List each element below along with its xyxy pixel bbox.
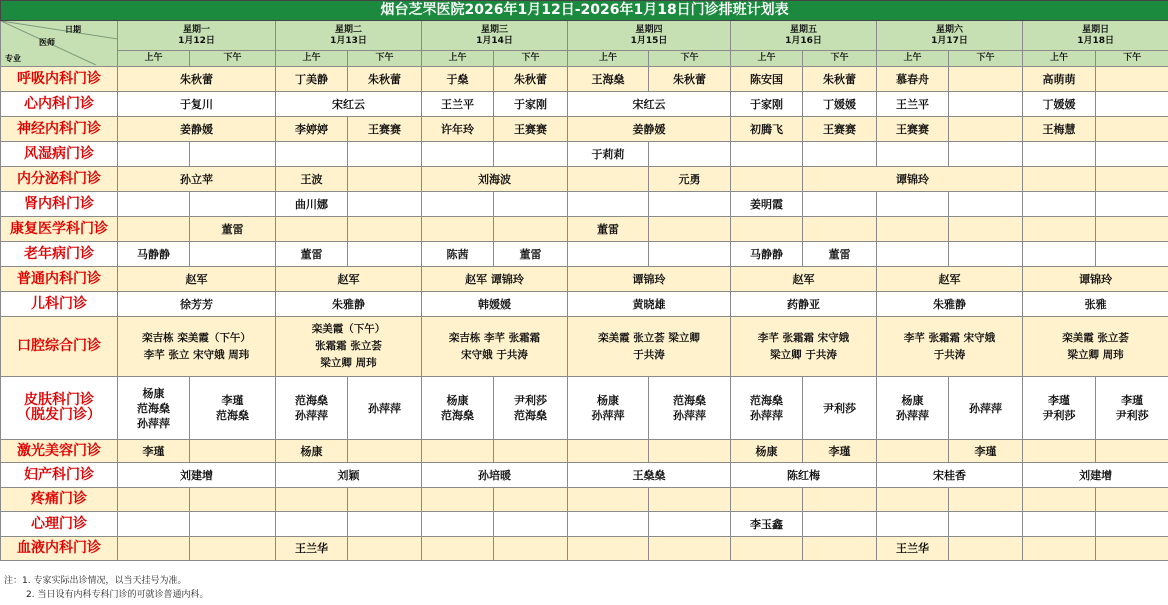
- doctor-cell: [877, 142, 949, 167]
- department-name: [1, 488, 118, 512]
- department-name: [1, 217, 118, 242]
- doctor-cell: [494, 512, 568, 537]
- table-row: [1, 463, 1168, 488]
- doctor-cell: [649, 440, 731, 463]
- department-label: 疼痛门诊: [31, 491, 87, 507]
- doctor-cell: 王赛赛: [877, 117, 949, 142]
- pm-header: 下午: [949, 51, 1023, 67]
- doctor-cell: 赵军 谭锦玲: [422, 267, 568, 292]
- pm-header: 下午: [190, 51, 276, 67]
- corner-date-label: 日期: [65, 25, 81, 34]
- doctor-cell: [422, 512, 494, 537]
- doctor-cell: 李瑾: [803, 440, 877, 463]
- doctor-cell: [494, 192, 568, 217]
- doctor-cell: 丁美静: [276, 67, 348, 92]
- am-header: 上午: [568, 51, 649, 67]
- doctor-cell: [190, 537, 276, 561]
- doctor-cell: 王兰平: [877, 92, 949, 117]
- doctor-cell: [494, 440, 568, 463]
- doctor-cell: [1096, 537, 1168, 561]
- doctor-cell: 陈茜: [422, 242, 494, 267]
- day-header: [422, 21, 568, 51]
- doctor-cell: 许年玲: [422, 117, 494, 142]
- doctor-cell: [731, 537, 803, 561]
- doctor-cell: [422, 440, 494, 463]
- doctor-cell: 慕春舟: [877, 67, 949, 92]
- doctor-cell: 尹利莎 范海燊: [494, 377, 568, 440]
- date-label: 1月18日: [1077, 35, 1114, 46]
- doctor-cell: 宋桂香: [877, 463, 1023, 488]
- department-label: 心理门诊: [31, 515, 87, 532]
- doctor-cell: 丁媛媛: [803, 92, 877, 117]
- doctor-cell: [803, 512, 877, 537]
- doctor-cell: [118, 512, 190, 537]
- day-header: [118, 21, 276, 51]
- doctor-cell: [118, 537, 190, 561]
- department-label: 普通内科门诊: [17, 270, 101, 287]
- department-name: [1, 377, 118, 440]
- doctor-cell: 陈红梅: [731, 463, 877, 488]
- doctor-cell: 宋红云: [276, 92, 422, 117]
- doctor-cell: 朱雅静: [877, 292, 1023, 317]
- doctor-cell: [118, 142, 190, 167]
- doctor-cell: [118, 192, 190, 217]
- doctor-cell: 刘建增: [118, 463, 276, 488]
- weekday-label: 星期六: [935, 24, 963, 35]
- doctor-cell: [276, 217, 348, 242]
- doctor-cell: [949, 67, 1023, 92]
- department-label: 心内科门诊: [24, 95, 94, 112]
- department-name: [1, 92, 118, 117]
- doctor-cell: [422, 217, 494, 242]
- department-name: [1, 537, 118, 561]
- doctor-cell: [422, 192, 494, 217]
- doctor-cell: 孙培暖: [422, 463, 568, 488]
- doctor-cell: 赵军: [877, 267, 1023, 292]
- doctor-cell: 范海燊 孙萍萍: [276, 377, 348, 440]
- doctor-cell: [803, 488, 877, 512]
- doctor-cell: [348, 242, 422, 267]
- table-row: [1, 512, 1168, 537]
- department-label: 皮肤科门诊: [24, 392, 94, 408]
- table-row: [1, 192, 1168, 217]
- doctor-cell: [190, 242, 276, 267]
- doctor-cell: 初腾飞: [731, 117, 803, 142]
- doctor-cell: 杨康 孙萍萍: [568, 377, 649, 440]
- pm-header: 下午: [1096, 51, 1168, 67]
- doctor-cell: 栾吉栋 李芊 张霜霜 宋守娥 于共涛: [422, 317, 568, 377]
- department-label: 呼吸内科门诊: [17, 70, 101, 87]
- doctor-cell: [649, 537, 731, 561]
- doctor-cell: 王兰华: [276, 537, 348, 561]
- doctor-cell: 杨康 孙萍萍: [877, 377, 949, 440]
- doctor-cell: [949, 537, 1023, 561]
- doctor-cell: 朱秋蕾: [118, 67, 276, 92]
- doctor-cell: [877, 488, 949, 512]
- doctor-cell: 孙萍萍: [348, 377, 422, 440]
- doctor-cell: [348, 440, 422, 463]
- doctor-cell: 姜明霞: [731, 192, 803, 217]
- doctor-cell: 尹利莎: [803, 377, 877, 440]
- doctor-cell: [348, 488, 422, 512]
- doctor-cell: 孙立苹: [118, 167, 276, 192]
- am-header: 上午: [877, 51, 949, 67]
- doctor-cell: [1023, 440, 1096, 463]
- corner-specialty-label: 专业: [5, 54, 21, 63]
- doctor-cell: [190, 512, 276, 537]
- doctor-cell: 李瑾: [949, 440, 1023, 463]
- doctor-cell: [803, 217, 877, 242]
- doctor-cell: 宋红云: [568, 92, 731, 117]
- department-name: [1, 192, 118, 217]
- doctor-cell: 栾美霞 张立荟 梁立卿 于共涛: [568, 317, 731, 377]
- am-header: 上午: [118, 51, 190, 67]
- day-header: [1023, 21, 1168, 51]
- doctor-cell: 于燊: [422, 67, 494, 92]
- pm-header: 下午: [649, 51, 731, 67]
- doctor-cell: [949, 92, 1023, 117]
- department-label: 儿科门诊: [31, 295, 87, 312]
- weekday-label: 星期二: [334, 24, 362, 35]
- doctor-cell: 王梅慧: [1023, 117, 1096, 142]
- doctor-cell: 黄晓雄: [568, 292, 731, 317]
- date-label: 1月16日: [785, 35, 822, 46]
- doctor-cell: [190, 192, 276, 217]
- doctor-cell: [190, 440, 276, 463]
- doctor-cell: [1023, 512, 1096, 537]
- day-header: [276, 21, 422, 51]
- weekday-label: 星期四: [635, 24, 663, 35]
- table-row: [1, 92, 1168, 117]
- doctor-cell: [877, 242, 949, 267]
- table-row: [1, 292, 1168, 317]
- doctor-cell: [276, 488, 348, 512]
- doctor-cell: [1096, 512, 1168, 537]
- doctor-cell: [348, 512, 422, 537]
- doctor-cell: 王赛赛: [348, 117, 422, 142]
- doctor-cell: 刘颖: [276, 463, 422, 488]
- doctor-cell: 李瑾 尹利莎: [1023, 377, 1096, 440]
- doctor-cell: 朱秋蕾: [494, 67, 568, 92]
- doctor-cell: 韩媛媛: [422, 292, 568, 317]
- doctor-cell: [731, 167, 803, 192]
- doctor-cell: 董雷: [276, 242, 348, 267]
- doctor-cell: 杨康: [276, 440, 348, 463]
- doctor-cell: 董雷: [190, 217, 276, 242]
- doctor-cell: [1096, 92, 1168, 117]
- doctor-cell: [877, 192, 949, 217]
- weekday-label: 星期三: [480, 24, 508, 35]
- doctor-cell: [1023, 242, 1096, 267]
- day-header: [877, 21, 1023, 51]
- doctor-cell: [731, 488, 803, 512]
- doctor-cell: 陈安国: [731, 67, 803, 92]
- doctor-cell: 姜静媛: [118, 117, 276, 142]
- doctor-cell: [568, 537, 649, 561]
- doctor-cell: 杨康 范海燊 孙萍萍: [118, 377, 190, 440]
- doctor-cell: [1096, 167, 1168, 192]
- doctor-cell: [1096, 67, 1168, 92]
- doctor-cell: 王燊燊: [568, 463, 731, 488]
- doctor-cell: [649, 512, 731, 537]
- doctor-cell: [1023, 167, 1096, 192]
- department-sublabel: （脱发门诊）: [17, 407, 101, 423]
- doctor-cell: [494, 488, 568, 512]
- doctor-cell: [1096, 117, 1168, 142]
- doctor-cell: 李瑾: [118, 440, 190, 463]
- doctor-cell: [568, 440, 649, 463]
- doctor-cell: 王海燊: [568, 67, 649, 92]
- am-header: 上午: [422, 51, 494, 67]
- doctor-cell: [348, 167, 422, 192]
- doctor-cell: [1096, 142, 1168, 167]
- doctor-cell: 谭锦玲: [803, 167, 1023, 192]
- doctor-cell: 王兰华: [877, 537, 949, 561]
- doctor-cell: [949, 142, 1023, 167]
- doctor-cell: 李芊 张霜霜 宋守娥 梁立卿 于共涛: [731, 317, 877, 377]
- doctor-cell: [1023, 488, 1096, 512]
- doctor-cell: [494, 142, 568, 167]
- doctor-cell: [649, 242, 731, 267]
- doctor-cell: [1023, 142, 1096, 167]
- table-row: [1, 142, 1168, 167]
- department-label: 内分泌科门诊: [17, 170, 101, 187]
- doctor-cell: [877, 512, 949, 537]
- doctor-cell: 赵军: [276, 267, 422, 292]
- doctor-cell: [348, 192, 422, 217]
- doctor-cell: [348, 217, 422, 242]
- corner-header: [1, 21, 118, 67]
- doctor-cell: [1096, 440, 1168, 463]
- am-header: 上午: [276, 51, 348, 67]
- doctor-cell: 范海燊 孙萍萍: [731, 377, 803, 440]
- doctor-cell: 杨康: [731, 440, 803, 463]
- department-name: [1, 167, 118, 192]
- doctor-cell: 董雷: [494, 242, 568, 267]
- doctor-cell: [276, 142, 348, 167]
- table-row: [1, 317, 1168, 377]
- doctor-cell: [949, 192, 1023, 217]
- doctor-cell: [949, 512, 1023, 537]
- doctor-cell: 药静亚: [731, 292, 877, 317]
- table-row: [1, 377, 1168, 440]
- doctor-cell: 谭锦玲: [568, 267, 731, 292]
- doctor-cell: [494, 537, 568, 561]
- doctor-cell: 朱雅静: [276, 292, 422, 317]
- doctor-cell: [1023, 537, 1096, 561]
- table-row: [1, 440, 1168, 463]
- department-name: [1, 463, 118, 488]
- doctor-cell: 杨康 范海燊: [422, 377, 494, 440]
- doctor-cell: 王赛赛: [494, 117, 568, 142]
- doctor-cell: 董雷: [803, 242, 877, 267]
- doctor-cell: [118, 217, 190, 242]
- doctor-cell: 董雷: [568, 217, 649, 242]
- date-label: 1月15日: [630, 35, 668, 46]
- doctor-cell: [422, 537, 494, 561]
- doctor-cell: [276, 512, 348, 537]
- doctor-cell: [568, 488, 649, 512]
- doctor-cell: 刘海波: [422, 167, 568, 192]
- department-label: 康复医学科门诊: [10, 220, 108, 237]
- page-title: 烟台芝罘医院2026年1月12日-2026年1月18日门诊排班计划表: [1, 1, 1168, 21]
- department-label: 神经内科门诊: [17, 120, 101, 137]
- table-row: [1, 167, 1168, 192]
- doctor-cell: 朱秋蕾: [348, 67, 422, 92]
- date-label: 1月17日: [931, 35, 968, 46]
- department-label: 口腔综合门诊: [17, 338, 101, 354]
- doctor-cell: [568, 242, 649, 267]
- department-name: [1, 142, 118, 167]
- doctor-cell: [949, 242, 1023, 267]
- doctor-cell: 王赛赛: [803, 117, 877, 142]
- pm-header: 下午: [803, 51, 877, 67]
- doctor-cell: 孙萍萍: [949, 377, 1023, 440]
- doctor-cell: [348, 537, 422, 561]
- date-label: 1月12日: [178, 35, 215, 46]
- doctor-cell: [1023, 217, 1096, 242]
- doctor-cell: [803, 537, 877, 561]
- doctor-cell: 于复川: [118, 92, 276, 117]
- doctor-cell: [649, 217, 731, 242]
- department-label: 激光美容门诊: [17, 442, 101, 459]
- doctor-cell: 元勇: [649, 167, 731, 192]
- doctor-cell: [877, 217, 949, 242]
- doctor-cell: 赵军: [118, 267, 276, 292]
- date-label: 1月13日: [330, 35, 367, 46]
- doctor-cell: [877, 440, 949, 463]
- department-name: [1, 512, 118, 537]
- doctor-cell: 于莉莉: [568, 142, 649, 167]
- table-row: [1, 217, 1168, 242]
- doctor-cell: [568, 512, 649, 537]
- doctor-cell: [190, 488, 276, 512]
- doctor-cell: 王波: [276, 167, 348, 192]
- doctor-cell: [949, 217, 1023, 242]
- doctor-cell: [190, 142, 276, 167]
- doctor-cell: [118, 488, 190, 512]
- doctor-cell: [1096, 192, 1168, 217]
- doctor-cell: 栾美霞（下午） 张霜霜 张立荟 梁立卿 周玮: [276, 317, 422, 377]
- doctor-cell: [1023, 192, 1096, 217]
- doctor-cell: 于家刚: [731, 92, 803, 117]
- doctor-cell: 李瑾 范海燊: [190, 377, 276, 440]
- doctor-cell: [803, 192, 877, 217]
- department-label: 肾内科门诊: [24, 195, 94, 212]
- doctor-cell: 马静静: [731, 242, 803, 267]
- department-name: [1, 292, 118, 317]
- doctor-cell: [649, 488, 731, 512]
- department-name: [1, 440, 118, 463]
- doctor-cell: 丁媛媛: [1023, 92, 1096, 117]
- doctor-cell: [949, 117, 1023, 142]
- weekday-label: 星期日: [1082, 24, 1110, 35]
- doctor-cell: [803, 142, 877, 167]
- department-name: [1, 117, 118, 142]
- doctor-cell: 栾吉栋 栾美霞（下午） 李芊 张立 宋守娥 周玮: [118, 317, 276, 377]
- department-label: 风湿病门诊: [24, 145, 94, 162]
- table-row: [1, 267, 1168, 292]
- doctor-cell: [949, 488, 1023, 512]
- doctor-cell: [348, 142, 422, 167]
- doctor-cell: [494, 217, 568, 242]
- department-label: 老年病门诊: [24, 245, 94, 262]
- doctor-cell: 王兰平: [422, 92, 494, 117]
- doctor-cell: [568, 192, 649, 217]
- doctor-cell: 朱秋蕾: [803, 67, 877, 92]
- doctor-cell: 于家刚: [494, 92, 568, 117]
- day-header: [568, 21, 731, 51]
- day-header: [731, 21, 877, 51]
- doctor-cell: [422, 488, 494, 512]
- doctor-cell: 刘建增: [1023, 463, 1168, 488]
- doctor-cell: 张雅: [1023, 292, 1168, 317]
- doctor-cell: [731, 142, 803, 167]
- am-header: 上午: [731, 51, 803, 67]
- doctor-cell: [731, 217, 803, 242]
- table-row: [1, 242, 1168, 267]
- doctor-cell: 曲川娜: [276, 192, 348, 217]
- corner-doctor-label: 医师: [39, 38, 55, 47]
- doctor-cell: [649, 142, 731, 167]
- doctor-cell: 徐芳芳: [118, 292, 276, 317]
- table-row: [1, 537, 1168, 561]
- pm-header: 下午: [494, 51, 568, 67]
- note-2: 2. 当日设有内科专科门诊的可就诊普通内科。: [26, 590, 209, 600]
- doctor-cell: 高萌萌: [1023, 67, 1096, 92]
- department-name: [1, 317, 118, 377]
- date-label: 1月14日: [476, 35, 513, 46]
- department-name: [1, 242, 118, 267]
- doctor-cell: 李芊 张霜霜 宋守娥 于共涛: [877, 317, 1023, 377]
- doctor-cell: 范海燊 孙萍萍: [649, 377, 731, 440]
- doctor-cell: [1096, 217, 1168, 242]
- department-label: 妇产科门诊: [24, 466, 94, 483]
- pm-header: 下午: [348, 51, 422, 67]
- weekday-label: 星期一: [182, 24, 210, 35]
- doctor-cell: [649, 192, 731, 217]
- doctor-cell: 李玉鑫: [731, 512, 803, 537]
- doctor-cell: 马静静: [118, 242, 190, 267]
- table-row: [1, 117, 1168, 142]
- weekday-label: 星期五: [789, 24, 817, 35]
- doctor-cell: 姜静媛: [568, 117, 731, 142]
- doctor-cell: [568, 167, 649, 192]
- doctor-cell: 谭锦玲: [1023, 267, 1168, 292]
- doctor-cell: 朱秋蕾: [649, 67, 731, 92]
- doctor-cell: 李婷婷: [276, 117, 348, 142]
- table-row: [1, 67, 1168, 92]
- doctor-cell: [422, 142, 494, 167]
- doctor-cell: [1096, 488, 1168, 512]
- doctor-cell: 赵军: [731, 267, 877, 292]
- doctor-cell: [1096, 242, 1168, 267]
- am-header: 上午: [1023, 51, 1096, 67]
- doctor-cell: 李瑾 尹利莎: [1096, 377, 1168, 440]
- note-1: 注：1. 专家实际出诊情况，以当天挂号为准。: [4, 576, 187, 586]
- department-name: [1, 267, 118, 292]
- table-row: [1, 488, 1168, 512]
- department-label: 血液内科门诊: [17, 540, 101, 556]
- department-name: [1, 67, 118, 92]
- doctor-cell: 栾美霞 张立荟 梁立卿 周玮: [1023, 317, 1168, 377]
